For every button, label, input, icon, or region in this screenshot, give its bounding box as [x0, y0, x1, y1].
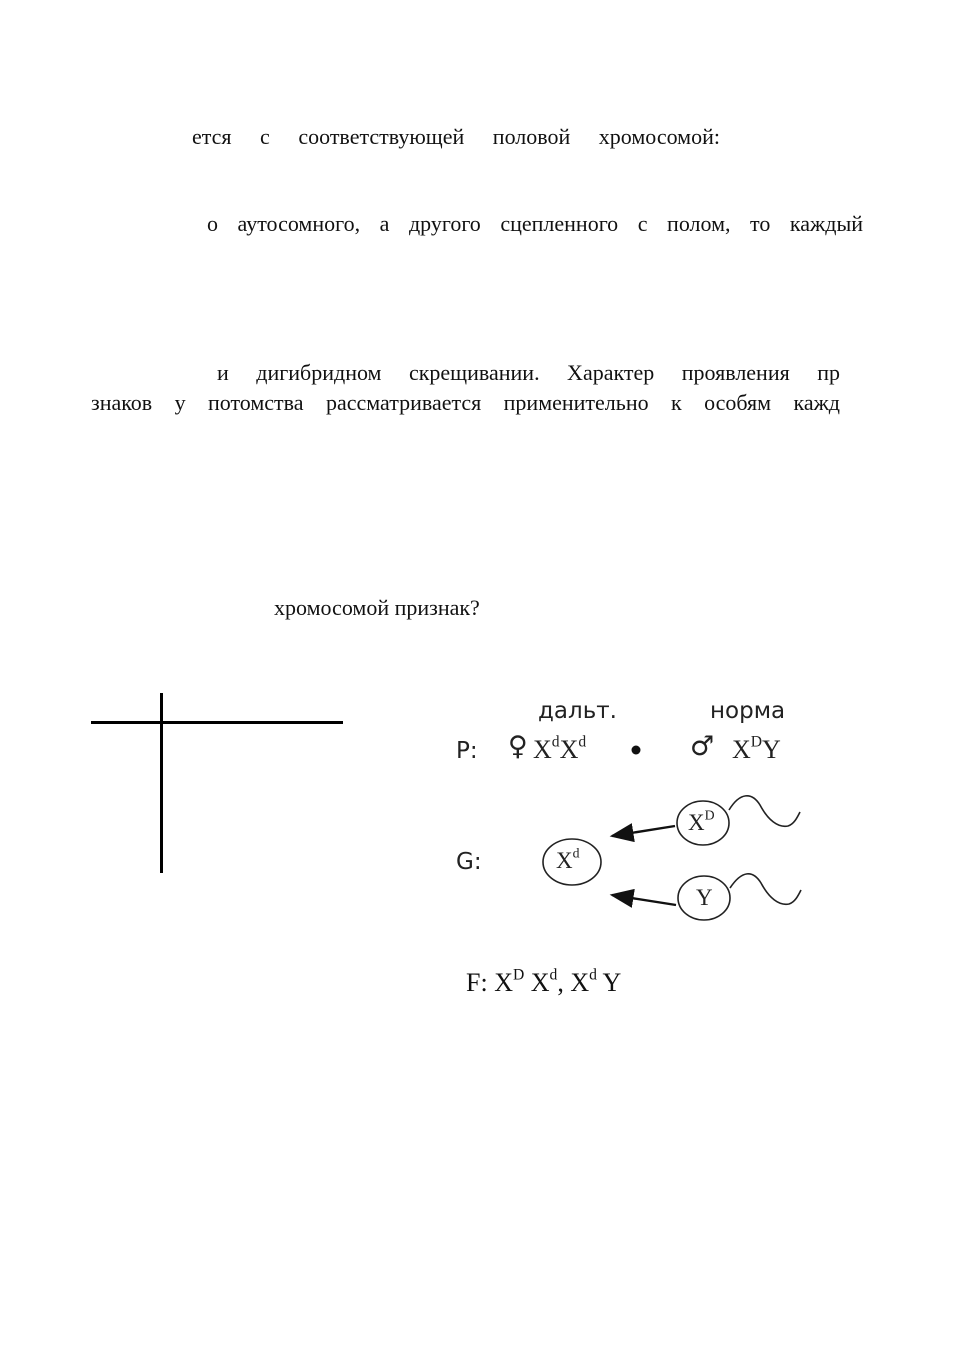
female-symbol: ♀ — [508, 731, 528, 762]
phenotype-male-label: норма — [710, 698, 786, 724]
gamete-xD-male: $X^D$ — [688, 807, 715, 835]
male-genotype: $X^DY$ — [732, 733, 781, 764]
text-line-3: и дигибридном скрещивании. Характер проявления пр — [217, 360, 840, 385]
parents-label: P: — [456, 738, 478, 764]
gamete-xd-female: $X^d$ — [556, 845, 580, 873]
text-line-2: о аутосомного, а другого сцепленного с полом, то каждый — [207, 211, 863, 236]
arrow-bottom — [612, 895, 676, 905]
arrow-top — [612, 826, 675, 836]
text-line-5: хромосомой признак? — [274, 595, 480, 620]
male-symbol: ♂ — [690, 731, 715, 762]
gametes-label: G: — [456, 849, 482, 875]
inheritance-scheme — [440, 680, 820, 930]
table-vertical-rule — [160, 693, 163, 873]
phenotype-female-label: дальт. — [538, 698, 617, 724]
text-line-4: знаков у потомства рассматривается применительно к особям кажд — [91, 390, 840, 415]
female-genotype: $X^dX^d$ — [533, 733, 587, 764]
sperm-tail-bottom — [730, 874, 801, 905]
cross-dot — [632, 746, 641, 755]
table-horizontal-rule — [91, 721, 343, 724]
offspring-line: F: $X^D$ $X^d$, $X^d$ Y — [466, 966, 622, 997]
sperm-tail-top — [729, 796, 800, 827]
gamete-y-male: Y — [696, 885, 713, 910]
text-line-1: ется с соответствующей половой хромосомой: — [192, 124, 720, 149]
